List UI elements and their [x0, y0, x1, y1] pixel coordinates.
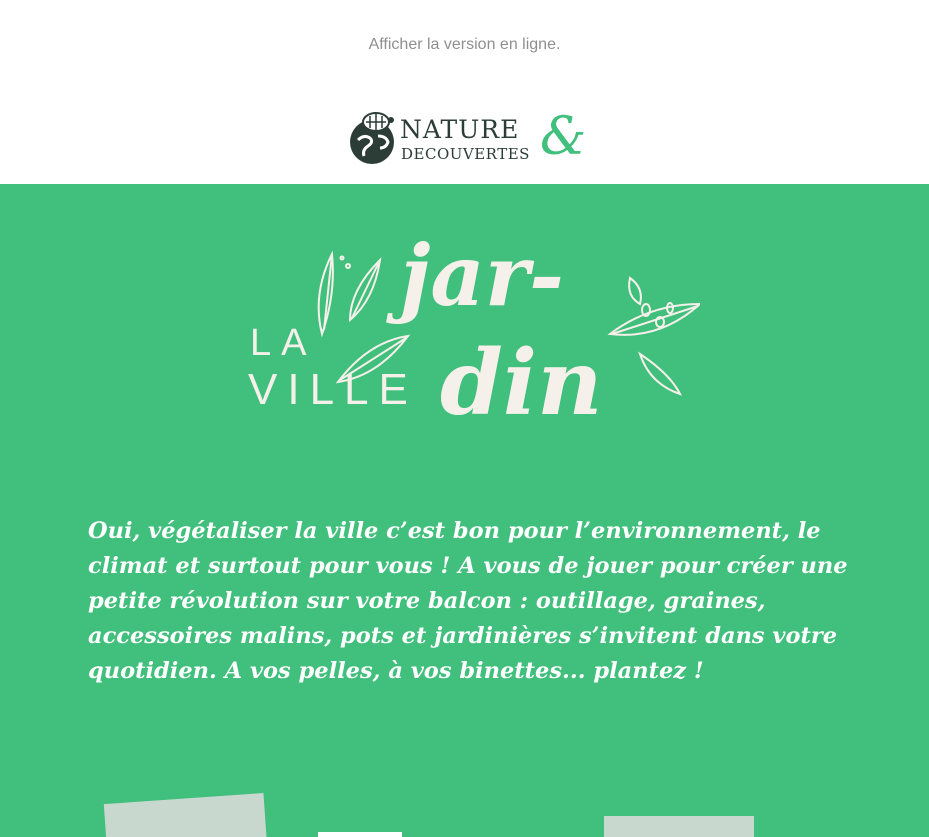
logo-word-decouvertes: DECOUVERTES [401, 145, 530, 163]
logo-word-nature: NATURE [400, 115, 520, 144]
hero-title [240, 226, 700, 454]
globe-turtle-icon [348, 110, 398, 166]
logo-ampersand: & [540, 107, 587, 167]
hero-word-ville: VILLE [248, 365, 418, 414]
hero-word-jar: jar- [400, 226, 564, 325]
hero-word-la: LA [250, 322, 317, 364]
product-card-2[interactable] [318, 832, 402, 837]
intro-paragraph: Oui, végétaliser la ville c’est bon pour l’environnement, le climat et surtout pour vous ! A vous de jouer pour créer une petite révolution sur votre balcon : outillage, graines, accessoires malins, pots et jardinières s’invitent dans votre quotidien. A vos pelles, à vos binettes... plantez ! [88, 518, 848, 684]
product-card-3[interactable] [604, 816, 754, 837]
view-online-link[interactable]: Afficher la version en ligne. [368, 36, 561, 53]
hero-banner [0, 184, 929, 837]
product-card-1[interactable] [104, 793, 268, 837]
hero-word-din: din [440, 330, 603, 436]
brand-logo[interactable] [348, 107, 588, 168]
